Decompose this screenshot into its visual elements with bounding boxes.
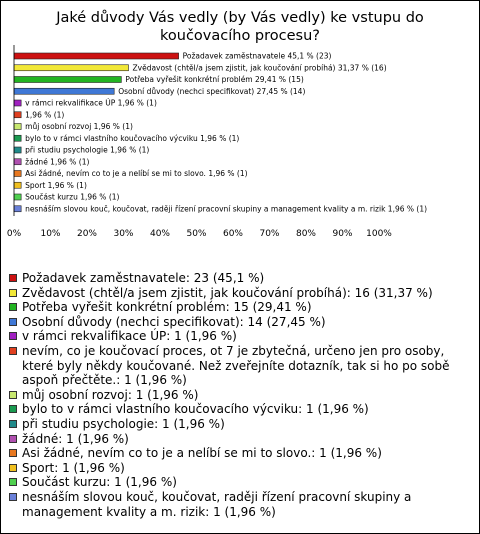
x-tick-label: 50% bbox=[186, 229, 207, 239]
legend-label: Asi žádné, nevím co to je a nelíbí se mi to slovo.: 1 (1,96 %) bbox=[22, 446, 382, 461]
x-tick-label: 60% bbox=[222, 229, 244, 239]
bar bbox=[14, 100, 21, 106]
bar-label: žádné 1,96 % (1) bbox=[25, 157, 90, 167]
bar-label: nesnáším slovou kouč, koučovat, raději řízení pracovní skupiny a management kvality a m. rizik 1,96 % (1) bbox=[25, 204, 428, 214]
bar bbox=[14, 182, 21, 188]
bar-label: Zvědavost (chtěl/a jsem zjistit, jak koučování probíhá) 31,37 % (16) bbox=[132, 63, 387, 73]
bar-label: Osobní důvody (nechci specifikovat) 27,45 % (14) bbox=[118, 86, 306, 96]
legend-swatch bbox=[9, 435, 17, 443]
bar bbox=[14, 53, 179, 59]
chart-legend bbox=[9, 271, 471, 519]
bar-label: v rámci rekvalifikace ÚP 1,96 % (1) bbox=[25, 98, 157, 108]
x-tick-label: 10% bbox=[40, 229, 61, 239]
legend-swatch bbox=[9, 332, 17, 340]
legend-swatch bbox=[9, 303, 17, 311]
x-tick-label: 70% bbox=[259, 229, 280, 239]
bar-label: Požadavek zaměstnavatele 45,1 % (23) bbox=[182, 51, 332, 61]
legend-swatch bbox=[9, 391, 17, 399]
bar bbox=[14, 194, 21, 200]
legend-item bbox=[9, 344, 471, 388]
legend-swatch bbox=[9, 493, 17, 501]
legend-label: Osobní důvody (nechci specifikovat): 14 (27,45 %) bbox=[22, 314, 326, 329]
legend-swatch bbox=[9, 274, 17, 282]
legend-swatch bbox=[9, 420, 17, 428]
legend-swatch bbox=[9, 289, 17, 297]
legend-label: Potřeba vyřešit konkrétní problém: 15 (29,41 %) bbox=[22, 300, 312, 315]
legend-swatch bbox=[9, 405, 17, 413]
bar bbox=[14, 112, 21, 118]
bar bbox=[14, 171, 21, 177]
x-tick-label: 90% bbox=[332, 229, 353, 239]
legend-item bbox=[9, 446, 471, 461]
legend-swatch bbox=[9, 449, 17, 457]
legend-item bbox=[9, 417, 471, 432]
legend-item bbox=[9, 329, 471, 344]
bar bbox=[14, 206, 21, 212]
bar-label: můj osobní rozvoj 1,96 % (1) bbox=[25, 122, 133, 131]
legend-item bbox=[9, 315, 471, 330]
bar-label: Potřeba vyřešit konkrétní problém 29,41 % (15) bbox=[125, 75, 304, 84]
legend-label: žádné: 1 (1,96 %) bbox=[22, 431, 129, 446]
legend-label: při studiu psychologie: 1 (1,96 %) bbox=[22, 416, 225, 431]
bar-label: bylo to v rámci vlastního koučovacího výcviku 1,96 % (1) bbox=[25, 133, 240, 143]
legend-label: Zvědavost (chtěl/a jsem zjistit, jak koučování probíhá): 16 (31,37 %) bbox=[22, 285, 433, 300]
bar-label: Součást kurzu 1,96 % (1) bbox=[25, 192, 120, 202]
bar bbox=[14, 77, 121, 83]
legend-item bbox=[9, 490, 471, 519]
legend-item bbox=[9, 388, 471, 403]
bar-label: Sport 1,96 % (1) bbox=[25, 180, 87, 190]
legend-label: Součást kurzu: 1 (1,96 %) bbox=[22, 475, 177, 490]
legend-item bbox=[9, 402, 471, 417]
bar bbox=[14, 159, 21, 165]
bar bbox=[14, 88, 114, 94]
legend-item bbox=[9, 432, 471, 447]
x-tick-label: 0% bbox=[6, 229, 22, 239]
legend-item bbox=[9, 300, 471, 315]
x-tick-label: 100% bbox=[366, 229, 392, 239]
legend-item bbox=[9, 271, 471, 286]
x-tick-label: 30% bbox=[113, 229, 134, 239]
bar bbox=[14, 135, 21, 141]
bar-label: Asi žádné, nevím co to je a nelíbí se mi to slovo. 1,96 % (1) bbox=[25, 169, 248, 178]
legend-label: můj osobní rozvoj: 1 (1,96 %) bbox=[22, 387, 199, 402]
x-tick-label: 20% bbox=[76, 229, 98, 239]
legend-label: Požadavek zaměstnavatele: 23 (45,1 %) bbox=[22, 271, 265, 285]
legend-label: bylo to v rámci vlastního koučovacího výcviku: 1 (1,96 %) bbox=[22, 402, 369, 417]
x-tick-label: 80% bbox=[295, 229, 317, 239]
legend-swatch bbox=[9, 464, 17, 472]
x-tick-label: 40% bbox=[149, 229, 171, 239]
legend-label: Sport: 1 (1,96 %) bbox=[22, 460, 125, 475]
bar bbox=[14, 147, 21, 153]
legend-label: v rámci rekvalifikace ÚP: 1 (1,96 %) bbox=[22, 329, 237, 344]
bar bbox=[14, 124, 21, 130]
legend-swatch bbox=[9, 478, 17, 486]
legend-label: nevím, co je koučovací proces, ot 7 je zbytečná, určeno jen pro osoby, které byly někdy koučované. Než zveřejníte dotazník, tak si ho po sobě aspoň přečtěte.: 1 (1,96 %) bbox=[22, 343, 450, 388]
legend-item bbox=[9, 475, 471, 490]
bar bbox=[14, 65, 129, 71]
legend-label: nesnáším slovou kouč, koučovat, raději řízení pracovní skupiny a management kvality a m. rizik: 1 (1,96 %) bbox=[22, 489, 412, 519]
bar-label: 1,96 % (1) bbox=[25, 110, 65, 120]
chart-title: Jaké důvody Vás vedly (by Vás vedly) ke vstupu do koučovacího procesu? bbox=[56, 10, 424, 44]
bar-label: při studiu psychologie 1,96 % (1) bbox=[25, 145, 150, 155]
legend-swatch bbox=[9, 347, 17, 355]
legend-item bbox=[9, 461, 471, 476]
bar-chart bbox=[1, 45, 479, 267]
legend-swatch bbox=[9, 318, 17, 326]
legend-item bbox=[9, 286, 471, 301]
